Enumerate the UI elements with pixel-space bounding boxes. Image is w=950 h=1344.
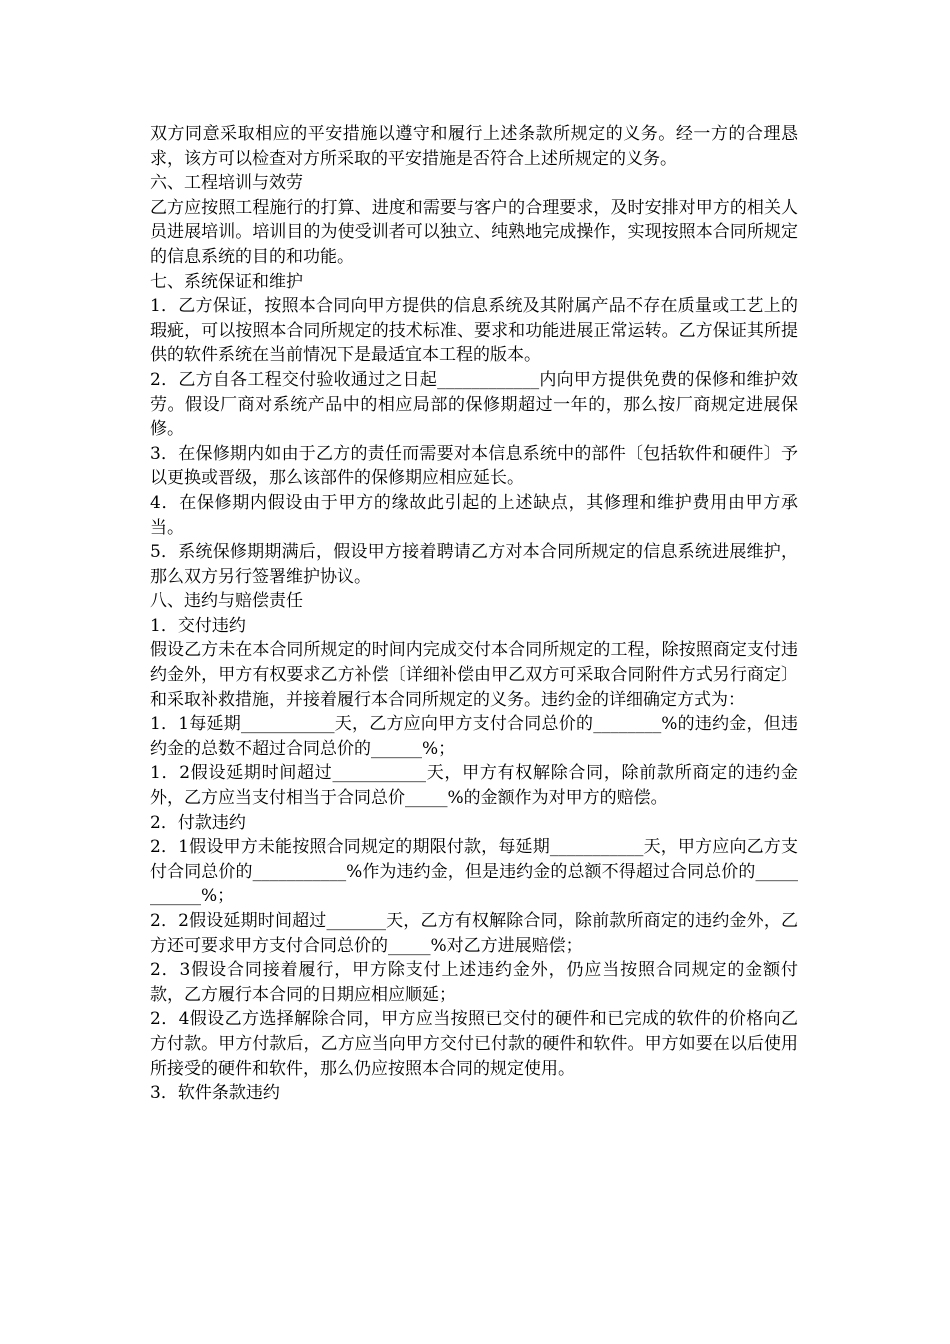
paragraph-delivery-breach: 假设乙方未在本合同所规定的时间内完成交付本合同所规定的工程，除按照商定支付违约金外，甲方有权要求乙方补偿〔详细补偿由甲乙双方可采取合同附件方式另行商定〕和采取补救措施，并接着履行本合同所规定的义务。违约金的详细确定方式为：	[150, 640, 798, 710]
paragraph-7-4: 4．在保修期内假设由于甲方的缘故此引起的上述缺点，其修理和维护费用由甲方承当。	[150, 492, 798, 538]
paragraph-training: 乙方应按照工程施行的打算、进度和需要与客户的合理要求，及时安排对甲方的相关人员进展培训。培训目的为使受训者可以独立、纯熟地完成操作，实现按照本合同所规定的信息系统的目的和功能。	[150, 197, 798, 267]
subheading-software-breach: 3．软件条款违约	[150, 1083, 280, 1104]
heading-section-8: 八、违约与赔偿责任	[150, 591, 303, 612]
paragraph-2-3: 2．3假设合同接着履行，甲方除支付上述违约金外，仍应当按照合同规定的金额付款，乙方履行本合同的日期应相应顺延；	[150, 960, 798, 1005]
subheading-payment-breach: 2．付款违约	[150, 812, 246, 833]
paragraph-1-2: 1．2假设延期时间超过___________天，甲方有权解除合同，除前款所商定的违约金外，乙方应当支付相当于合同总价_____%的金额作为对甲方的赔偿。	[150, 763, 798, 809]
paragraph-security-measures: 双方同意采取相应的平安措施以遵守和履行上述条款所规定的义务。经一方的合理恳求，该方可以检查对方所采取的平安措施是否符合上述所规定的义务。	[150, 124, 798, 169]
paragraph-7-5: 5．系统保修期期满后，假设甲方接着聘请乙方对本合同所规定的信息系统进展维护，那么双方另行签署维护协议。	[150, 542, 798, 587]
paragraph-7-2: 2．乙方自各工程交付验收通过之日起____________内向甲方提供免费的保修和维护效劳。假设厂商对系统产品中的相应局部的保修期超过一年的，那么按厂商规定进展保修。	[150, 369, 798, 440]
subheading-delivery-breach: 1．交付违约	[150, 615, 246, 636]
paragraph-1-1: 1．1每延期___________天，乙方应向甲方支付合同总价的________%的违约金，但违约金的总数不超过合同总价的______%；	[150, 714, 798, 759]
heading-section-6: 六、工程培训与效劳	[150, 173, 303, 194]
paragraph-7-3: 3．在保修期内如由于乙方的责任而需要对本信息系统中的部件〔包括软件和硬件〕予以更换或晋级，那么该部件的保修期应相应延长。	[150, 443, 798, 489]
heading-section-7: 七、系统保证和维护	[150, 271, 303, 292]
paragraph-2-2: 2．2假设延期时间超过_______天，乙方有权解除合同，除前款所商定的违约金外，乙方还可要求甲方支付合同总价的_____%对乙方进展赔偿；	[150, 911, 798, 956]
document-body	[150, 122, 798, 1106]
paragraph-2-1: 2．1假设甲方未能按照合同规定的期限付款，每延期___________天，甲方应向乙方支付合同总价的___________%作为违约金，但是违约金的总额不得超过合同总价的___________%；	[150, 837, 798, 907]
paragraph-7-1: 1．乙方保证，按照本合同向甲方提供的信息系统及其附属产品不存在质量或工艺上的瑕疵，可以按照本合同所规定的技术标准、要求和功能进展正常运转。乙方保证其所提供的软件系统在当前情况下是最适宜本工程的版本。	[150, 296, 798, 366]
paragraph-2-4: 2．4假设乙方选择解除合同，甲方应当按照已交付的硬件和已完成的软件的价格向乙方付款。甲方付款后，乙方应当向甲方交付已付款的硬件和软件。甲方如要在以后使用所接受的硬件和软件，那么仍应按照本合同的规定使用。	[150, 1009, 798, 1079]
